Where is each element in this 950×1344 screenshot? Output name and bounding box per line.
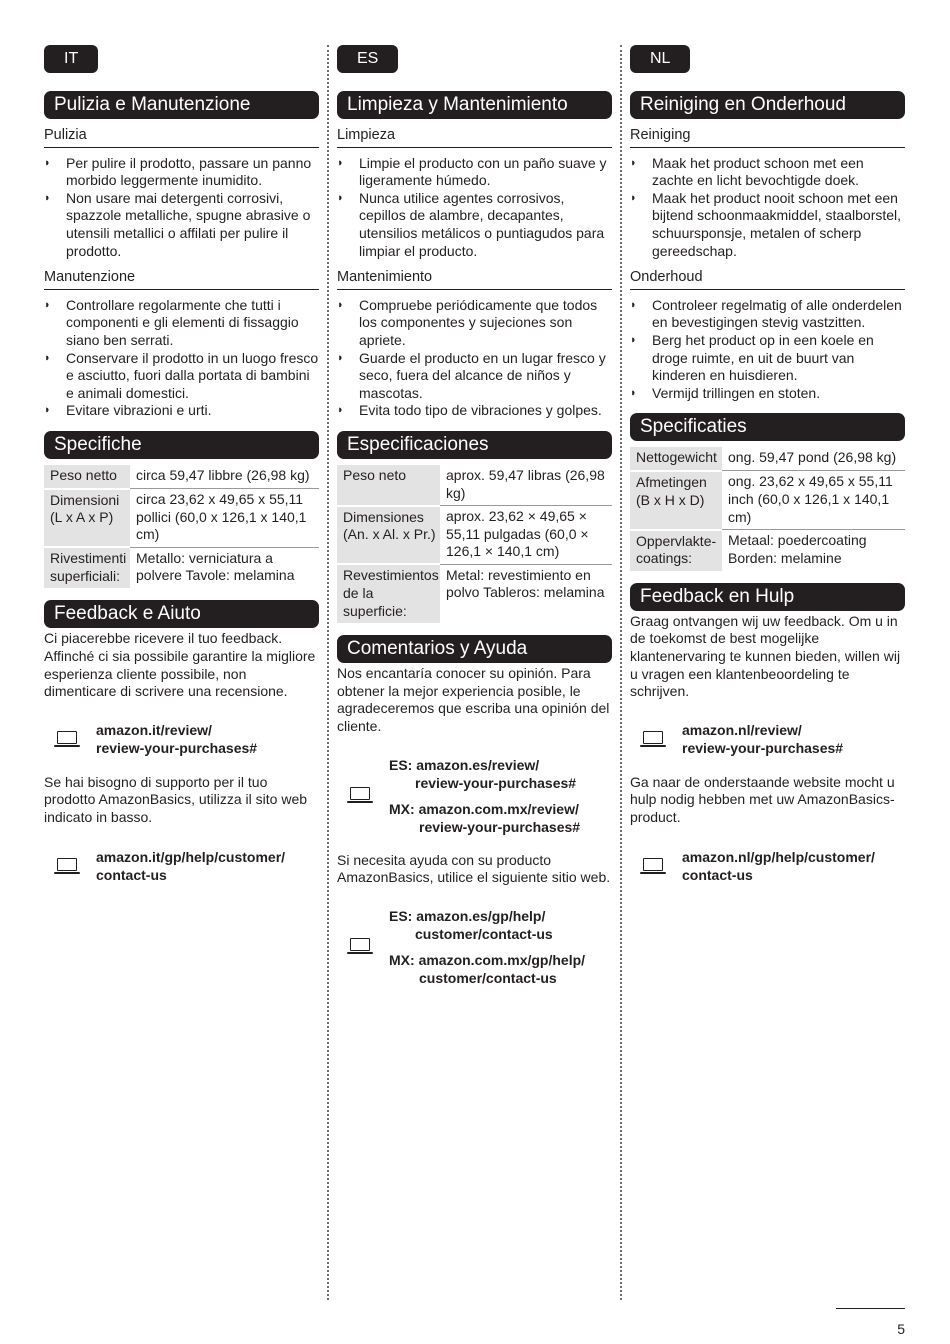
review-link-row[interactable]: amazon.it/review/ review-your-purchases#: [44, 721, 319, 757]
feedback-intro: Graag ontvangen wij uw feedback. Om u in de toekomst de best mogelijke klantenervaring te kunnen bieden, willen wij u vragen een klantenbeoordeling te schrijven.: [630, 612, 901, 700]
table-row: Peso neto aprox. 59,47 libras (26,98 kg): [337, 465, 612, 506]
help-link-es: ES: amazon.es/gp/help/: [389, 907, 546, 924]
bullet-icon: ◗: [337, 298, 344, 311]
section-header-cleaning: Reiniging en Onderhoud: [630, 91, 905, 119]
maintenance-list: [630, 297, 905, 403]
language-tab-it: IT: [44, 45, 98, 73]
specs-table: [337, 465, 612, 625]
list-item: ◗ Per pulire il prodotto, passare un panno morbido leggermente inumidito.: [44, 154, 312, 189]
subheading-maintenance: Mantenimiento: [337, 269, 612, 290]
section-header-feedback: Comentarios y Ayuda: [337, 635, 612, 663]
help-link[interactable]: amazon.it/gp/help/customer/: [96, 848, 286, 865]
bullet-icon: ◗: [44, 404, 51, 417]
support-text: Si necesita ayuda con su producto AmazonBasics, utilice el siguiente sitio web.: [337, 851, 611, 886]
bullet-icon: ◗: [337, 404, 344, 417]
language-tab-es: ES: [337, 45, 398, 73]
cleaning-list: [337, 155, 612, 261]
section-header-feedback: Feedback e Aiuto: [44, 600, 319, 628]
column-divider: [620, 45, 622, 1300]
section-header-cleaning: Limpieza y Mantenimiento: [337, 91, 612, 119]
cleaning-list: [630, 155, 905, 261]
specs-table: [44, 465, 319, 591]
subheading-maintenance: Onderhoud: [630, 269, 905, 290]
bullet-icon: ◗: [630, 156, 637, 169]
review-link[interactable]: amazon.nl/review/: [682, 721, 802, 738]
table-row: Dimensioni (L x A x P) circa 23,62 x 49,65 x 55,11 pollici (60,0 x 126,1 x 140,1 cm): [44, 489, 319, 548]
subheading-maintenance: Manutenzione: [44, 269, 319, 290]
list-item: ◗ Berg het product op in een koele en droge ruimte, en uit de buurt van kinderen en huisdieren.: [630, 331, 874, 384]
maintenance-list: [44, 297, 319, 420]
section-header-feedback: Feedback en Hulp: [630, 583, 905, 611]
list-item: ◗ Guarde el producto en un lugar fresco y seco, fuera del alcance de niños y mascotas.: [337, 349, 606, 401]
bullet-icon: ◗: [630, 191, 637, 204]
bullet-icon: ◗: [44, 298, 51, 311]
bullet-icon: ◗: [337, 191, 344, 204]
table-row: Revestimientos de la superficie: Metal: revestimiento en polvo Tableros: melamina: [337, 564, 612, 624]
table-row: Oppervlakte-coatings: Metaal: poedercoating Borden: melamine: [630, 530, 905, 572]
bullet-icon: ◗: [630, 298, 637, 311]
review-link[interactable]: amazon.it/review/: [96, 721, 212, 738]
language-tab-nl: NL: [630, 45, 690, 73]
help-link-row[interactable]: amazon.nl/gp/help/customer/ contact-us: [630, 848, 905, 884]
list-item: ◗ Non usare mai detergenti corrosivi, spazzole metalliche, spugne abrasive o utensili metallici o affilati per pulire il prodotto.: [44, 189, 311, 259]
table-row: Nettogewicht ong. 59,47 pond (26,98 kg): [630, 447, 905, 471]
table-row: Dimensiones (An. x Al. x Pr.) aprox. 23,62 × 49,65 × 55,11 pulgadas (60,0 × 126,1 × 140,1 cm): [337, 506, 612, 565]
specs-table: [630, 447, 905, 573]
laptop-icon: [54, 731, 80, 749]
support-text: Ga naar de onderstaande website mocht u hulp nodig hebben met uw AmazonBasics-product.: [630, 773, 895, 826]
list-item: ◗ Controllare regolarmente che tutti i componenti e gli elementi di fissaggio siano ben serrati.: [44, 296, 299, 348]
bullet-icon: ◗: [44, 351, 51, 364]
column-nl: [630, 45, 905, 884]
column-it: [44, 45, 319, 884]
page-number: 5: [836, 1308, 905, 1339]
laptop-icon: [640, 731, 666, 749]
bullet-icon: ◗: [337, 156, 344, 169]
laptop-icon: [347, 787, 373, 805]
help-link-row[interactable]: ES: amazon.es/gp/help/ customer/contact-us MX: amazon.com.mx/gp/help/ customer/contact-us: [337, 907, 612, 987]
bullet-icon: ◗: [630, 386, 637, 399]
review-link-row[interactable]: amazon.nl/review/ review-your-purchases#: [630, 721, 905, 757]
laptop-icon: [640, 858, 666, 876]
list-item: ◗ Conservare il prodotto in un luogo fresco e asciutto, fuori dalla portata di bambini e animali domestici.: [44, 349, 319, 401]
review-link-row[interactable]: ES: amazon.es/review/ review-your-purchases# MX: amazon.com.mx/review/ review-your-purchases#: [337, 756, 612, 836]
list-item: ◗ Maak het product nooit schoon met een bijtend schoonmaakmiddel, staalborstel, schuursponsje, metalen of scherp gereedschap.: [630, 189, 902, 259]
bullet-icon: ◗: [44, 156, 51, 169]
bullet-icon: ◗: [337, 351, 344, 364]
help-link-mx: MX: amazon.com.mx/gp/help/: [389, 951, 586, 968]
review-link-mx: MX: amazon.com.mx/review/: [389, 800, 579, 817]
bullet-icon: ◗: [44, 191, 51, 204]
column-divider: [327, 45, 329, 1300]
section-header-specs: Specifiche: [44, 431, 319, 459]
feedback-intro: Ci piacerebbe ricevere il tuo feedback. Affinché ci sia possibile garantire la migliore esperienza cliente possibile, non dimenticare di scrivere una recensione.: [44, 630, 316, 700]
table-row: Rivestimenti superficiali: Metallo: verniciatura a polvere Tavole: melamina: [44, 547, 319, 589]
column-es: [337, 45, 612, 987]
support-text: Se hai bisogno di supporto per il tuo prodotto AmazonBasics, utilizza il sito web indicato in basso.: [44, 773, 308, 826]
table-row: Afmetingen (B x H x D) ong. 23,62 x 49,65 x 55,11 inch (60,0 x 126,1 x 140,1 cm): [630, 471, 905, 530]
section-header-specs: Especificaciones: [337, 431, 612, 459]
subheading-cleaning: Reiniging: [630, 127, 905, 148]
help-link-row[interactable]: amazon.it/gp/help/customer/ contact-us: [44, 848, 319, 884]
list-item: ◗ Controleer regelmatig of alle onderdelen en bevestigingen stevig vastzitten.: [630, 296, 902, 331]
laptop-icon: [54, 858, 80, 876]
review-link-es: ES: amazon.es/review/: [389, 756, 540, 773]
subheading-cleaning: Limpieza: [337, 127, 612, 148]
list-item: ◗ Evitare vibrazioni e urti.: [44, 402, 212, 419]
section-header-cleaning: Pulizia e Manutenzione: [44, 91, 319, 119]
list-item: ◗ Maak het product schoon met een zachte en licht bevochtigde doek.: [630, 154, 864, 189]
list-item: ◗ Evita todo tipo de vibraciones y golpes.: [337, 402, 602, 419]
feedback-intro: Nos encantaría conocer su opinión. Para obtener la mejor experiencia posible, le agradeceremos que escriba una opinión del cliente.: [337, 665, 610, 734]
list-item: ◗ Compruebe periódicamente que todos los componentes y sujeciones son apriete.: [337, 296, 598, 348]
list-item: ◗ Limpie el producto con un paño suave y ligeramente húmedo.: [337, 154, 607, 189]
subheading-cleaning: Pulizia: [44, 127, 319, 148]
laptop-icon: [347, 938, 373, 956]
maintenance-list: [337, 297, 612, 420]
section-header-specs: Specificaties: [630, 413, 905, 441]
list-item: ◗ Vermijd trillingen en stoten.: [630, 384, 821, 401]
bullet-icon: ◗: [630, 333, 637, 346]
help-link[interactable]: amazon.nl/gp/help/customer/: [682, 848, 875, 865]
table-row: Peso netto circa 59,47 libbre (26,98 kg): [44, 465, 319, 489]
cleaning-list: [44, 155, 319, 261]
list-item: ◗ Nunca utilice agentes corrosivos, cepillos de alambre, decapantes, utensilios metálicos o puntiagudos para limpiar el producto.: [337, 189, 605, 259]
